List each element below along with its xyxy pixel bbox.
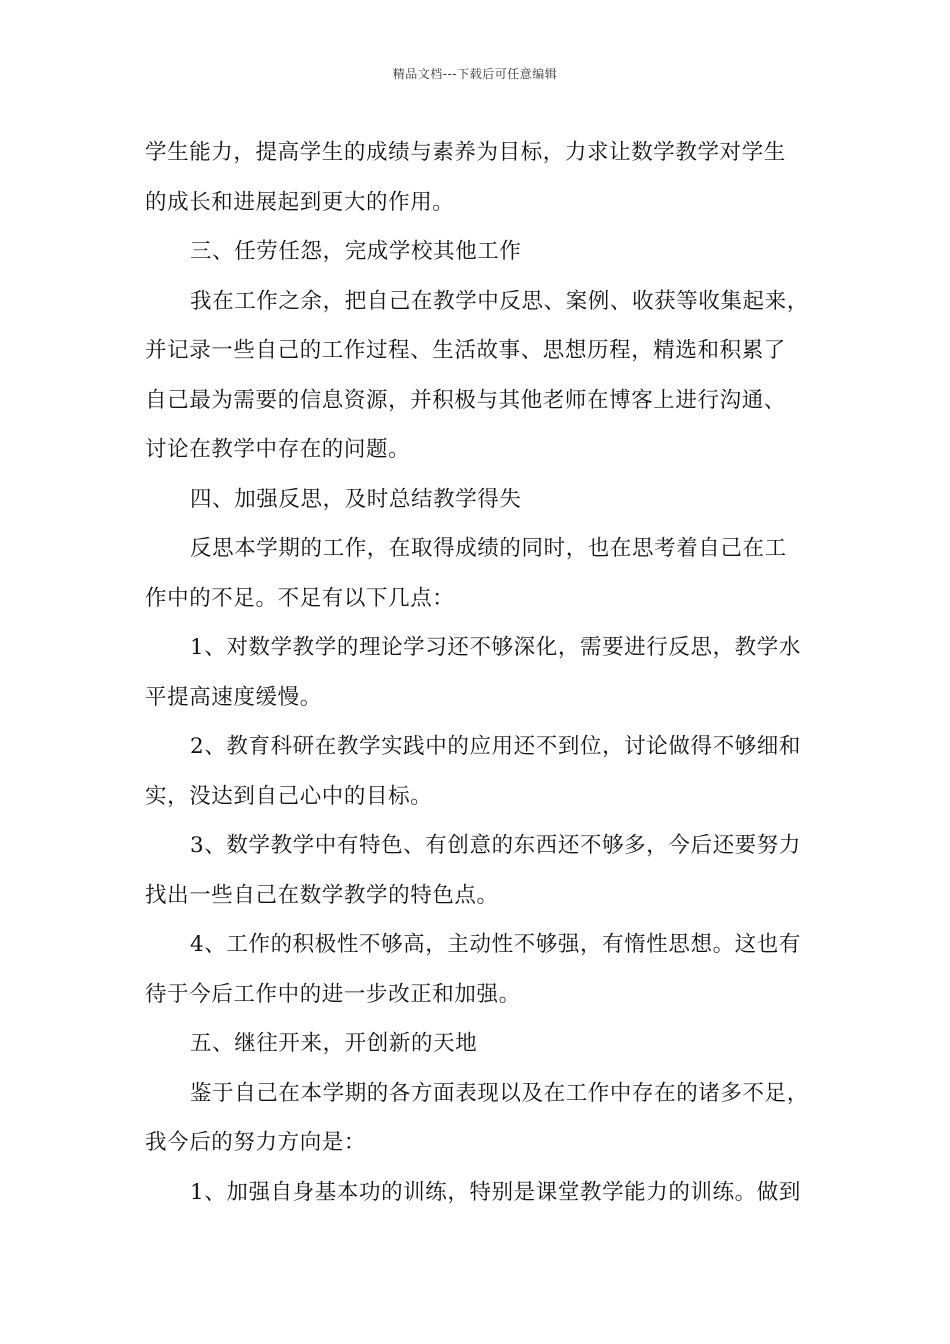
section-heading: 五、继往开来，开创新的天地 (190, 1031, 478, 1056)
text-line: 平提高速度缓慢。 (145, 684, 322, 710)
section-heading: 四、加强反思，及时总结教学得失 (190, 486, 522, 512)
page-header: 精品文档---下载后可任意编辑 (392, 67, 558, 81)
text-line: 我在工作之余，把自己在教学中反思、案例、收获等收集起来， (190, 288, 809, 314)
list-item: 1、对数学教学的理论学习还不够深化，需要进行反思，教学水 (190, 635, 801, 660)
text-line: 反思本学期的工作，在取得成绩的同时，也在思考着自己在工 (190, 536, 787, 561)
section-heading: 三、任劳任怨，完成学校其他工作 (190, 239, 522, 264)
list-item: 3、数学教学中有特色、有创意的东西还不够多，今后还要努力 (190, 833, 801, 858)
text-line: 鉴于自己在本学期的各方面表现以及在工作中存在的诸多不足， (190, 1080, 809, 1106)
text-line: 我今后的努力方向是： (145, 1130, 367, 1155)
list-item: 4、工作的积极性不够高，主动性不够强，有惰性思想。这也有 (190, 932, 801, 957)
text-line: 待于今后工作中的进一步改正和加强。 (145, 981, 521, 1007)
text-line: 自己最为需要的信息资源，并积极与其他老师在博客上进行沟通、 (145, 387, 786, 413)
text-line: 学生能力，提高学生的成绩与素养为目标，力求让数学教学对学生 (145, 140, 786, 165)
text-line: 实，没达到自己心中的目标。 (145, 783, 433, 809)
list-item: 1、加强自身基本功的训练，特别是课堂教学能力的训练。做到 (190, 1179, 801, 1205)
text-line: 找出一些自己在数学教学的特色点。 (145, 882, 499, 908)
text-line: 作中的不足。不足有以下几点： (145, 585, 455, 611)
text-line: 的成长和进展起到更大的作用。 (145, 189, 455, 215)
list-item: 2、教育科研在教学实践中的应用还不到位，讨论做得不够细和 (190, 734, 801, 759)
document-body (145, 128, 810, 1217)
text-line: 并记录一些自己的工作过程、生活故事、思想历程，精选和积累了 (145, 338, 786, 363)
text-line: 讨论在教学中存在的问题。 (145, 437, 411, 462)
